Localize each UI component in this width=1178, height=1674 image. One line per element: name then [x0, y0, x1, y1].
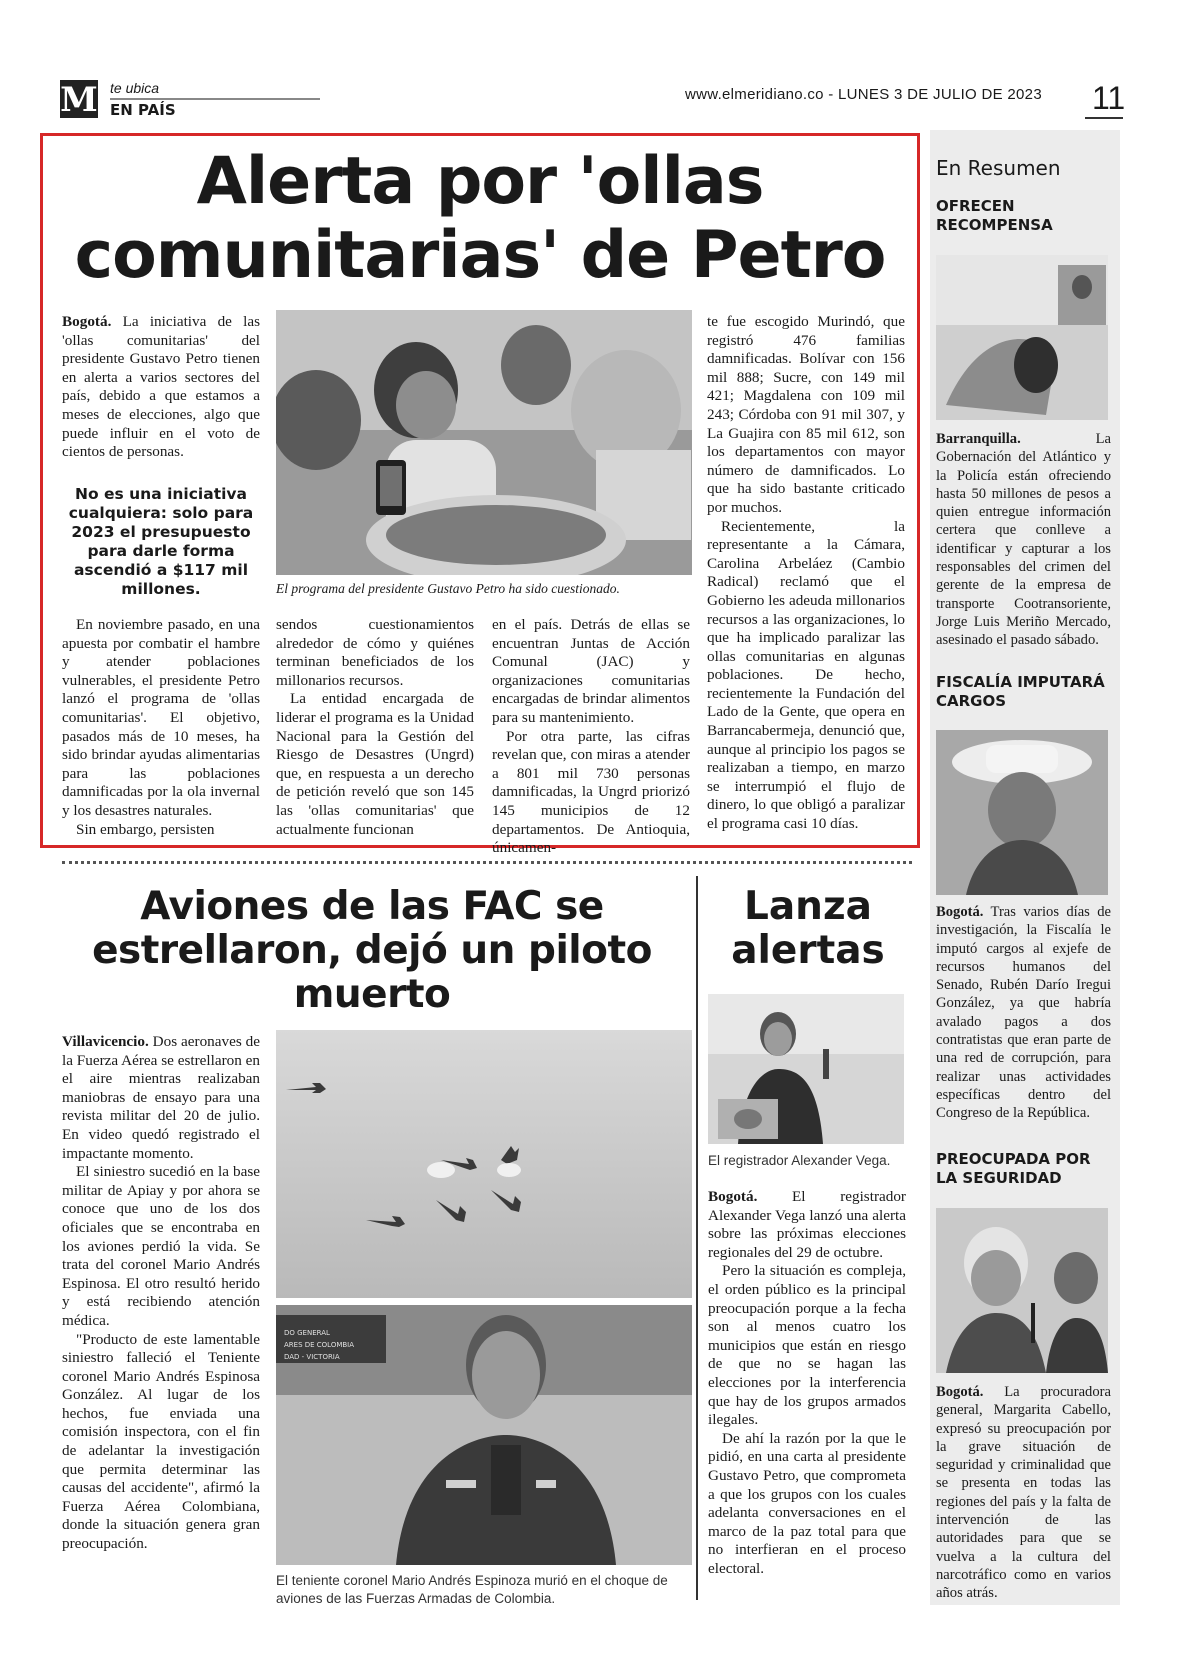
brief-title-fiscalia: FISCALÍA IMPUTARÁ CARGOS	[936, 673, 1105, 710]
column-divider	[696, 876, 698, 1600]
brief-reward-body	[936, 430, 1111, 650]
brief-security-dateline: Bogotá.	[936, 1384, 984, 1400]
story2-photo-caption: El teniente coronel Mario Andrés Espinoza murió en el choque de aviones de las Fuerzas Armadas de Colombia.	[276, 1573, 668, 1606]
main-col2-paragraph: sendos cuestionamientos alrededor de cómo y quiénes terminan beneficiados de los millonarios recursos.	[276, 616, 474, 689]
brief-fiscalia-photo	[936, 730, 1108, 895]
section-divider	[62, 861, 912, 864]
brief-fiscalia-text: Tras varios días de investigación, la Fiscalía le imputó cargos al exjefe de recursos humanos del Senado, Rubén Darío Iregui González, ya que habría avalado pagos a dos contratistas que eran parte de una red de corrupción, para realizar unas actividades específicas dentro del Congreso de la República.	[936, 904, 1112, 1122]
story2-headline: Aviones de las FAC se estrellaron, dejó un piloto muerto	[92, 884, 652, 1017]
story3-dateline: Bogotá.	[708, 1188, 758, 1205]
section-label: EN PAÍS	[110, 101, 176, 119]
story2-paragraph: "Producto de este lamentable siniestro falleció el Teniente coronel Mario Andrés Espinosa González. Al lugar de los hechos, fue enviada una comisión inspectora, con el fin de adelantar la investigación que permita determinar las causas del accidente", afirmó la Fuerza Aérea Colombiana, donde la situación genera gran preocupación.	[62, 1330, 260, 1553]
main-headline: Alerta por 'ollas comunitarias' de Petro	[74, 144, 886, 293]
story3-photo-caption: El registrador Alexander Vega.	[708, 1153, 891, 1168]
story2-paragraph: Dos aeronaves de la Fuerza Aérea se estrellaron en el aire mientras realizaban maniobras de ensayo para una revista militar del 20 de julio. En video quedó registrado el impactante momento.	[62, 1033, 260, 1162]
main-lead	[62, 313, 260, 462]
brief-reward-text: La Gobernación del Atlántico y la Policía están ofreciendo hasta 50 millones de pesos a quien entregue información certera que conlleve a identificar y capturar a los responsables del crimen del gerente de la empresa de transporte Cootransoriente, Jorge Luis Meriño Mercado, asesinado el pasado sábado.	[936, 431, 1111, 649]
story2-paragraph: El siniestro sucedió en la base militar de Apiay y por ahora se conoce que uno de los dos oficiales que se encontraba en los aviones perdió la vida. Se trata del coronel Mario Andrés Espinosa. El otro resultó herido y está recibiendo atención médica.	[62, 1163, 260, 1329]
banner-text: DO GENERAL	[284, 1329, 330, 1337]
main-col3-paragraph: Por otra parte, las cifras revelan que, con miras a atender a 801 mil 730 personas damnificadas, la Ungrd priorizó 145 municipios de 12 departamentos. De Antioquia, únicamen-	[492, 727, 690, 857]
main-col4-paragraph: te fue escogido Murindó, que registró 476 familias damnificadas. Bolívar con 156 mil 888; Sucre, con 149 mil 421; Magdalena con 109 mil 243; Córdoba con 91 mil 307, y La Guajira con 85 mil 612, son los departamentos con mayor número de damnificados. Lo que ha sido bastante criticado por muchos.	[707, 313, 905, 516]
story3-headline: Lanza alertas	[731, 884, 885, 973]
newspaper-logo: M	[60, 80, 98, 120]
sidebar-title: En Resumen	[936, 156, 1061, 180]
pilot-portrait-photo	[276, 1305, 692, 1565]
main-column-1	[62, 616, 260, 839]
page-number-underline	[1085, 117, 1123, 119]
brief-reward-dateline: Barranquilla.	[936, 431, 1021, 447]
brief-fiscalia-body	[936, 903, 1111, 1123]
jets-in-sky-photo	[276, 1030, 692, 1298]
brief-security-photo	[936, 1208, 1108, 1373]
main-col2-paragraph: La entidad encargada de liderar el programa es la Unidad Nacional para la Gestión del Riesgo de Desastres (Ungrd) que, en respuesta a un derecho de petición reveló que son 145 las 'ollas comunitarias' que actualmente funcionan	[276, 690, 474, 838]
main-column-2	[276, 616, 474, 839]
main-col4-paragraph: Recientemente, la representante a la Cámara, Carolina Arbeláez (Cambio Radical) reclamó que el Gobierno les adeuda millonarios recursos a las organizaciones, lo que ha implicado paralizar las ollas comunitarias en algunas poblaciones. De hecho, recientemente la Fundación del Lado de la Gente, que opera en Barrancabermeja, denunció que, aunque al principio los pagos se realizaban a tiempo, en marzo se interrumpió el flujo de dinero, lo que obligó a paralizar el programa casi 10 días.	[707, 517, 905, 833]
page-number: 11	[1092, 80, 1126, 116]
registrar-photo	[708, 994, 904, 1144]
brief-fiscalia-dateline: Bogotá.	[936, 904, 984, 920]
brief-title-security: PREOCUPADA POR LA SEGURIDAD	[936, 1150, 1091, 1187]
main-dateline: Bogotá.	[62, 313, 112, 330]
brief-title-reward: OFRECEN RECOMPENSA	[936, 197, 1053, 234]
main-col3-paragraph: en el país. Detrás de ellas se encuentran Juntas de Acción Comunal (JAC) y organizaciones comunitarias encargadas de brindar alimentos para su mantenimiento.	[492, 616, 690, 726]
pull-quote: No es una iniciativa cualquiera: solo para 2023 el presupuesto para darle forma ascendió a $117 mil millones.	[68, 485, 254, 598]
svg-text:DAD - VICTORIA: DAD - VICTORIA	[284, 1353, 340, 1361]
main-col1-paragraph: Sin embargo, persisten	[76, 820, 215, 838]
brief-security-text: La procuradora general, Margarita Cabello, expresó su preocupación por la grave situación de seguridad y criminalidad que se presenta en todas las regiones del país y la falta de intervención de las autoridades para que se vuelva a la cultura del narcotráfico como en varios años atrás.	[936, 1384, 1111, 1602]
header-tagline: te ubica	[110, 80, 160, 96]
story3-paragraph: De ahí la razón por la que le pidió, en una carta al presidente Gustavo Petro, que comprometa a que los grupos con los cuales adelanta conversaciones en el marco de la paz total para que no interfieran en el proceso electoral.	[708, 1429, 906, 1577]
date-line: www.elmeridiano.co - LUNES 3 DE JULIO DE 2023	[685, 86, 1042, 103]
story3-paragraph: El registrador Alexander Vega lanzó una alerta sobre las próximas elecciones regionales del 29 de octubre.	[708, 1188, 906, 1261]
brief-security-body	[936, 1383, 1111, 1603]
story2-body	[62, 1033, 260, 1554]
petro-community-pot-photo	[276, 310, 692, 575]
header-divider	[110, 98, 320, 100]
svg-text:ARES DE COLOMBIA: ARES DE COLOMBIA	[284, 1341, 355, 1349]
main-lead-text: La iniciativa de las 'ollas comunitarias' del presidente Gustavo Petro tienen en alerta a varios sectores del país, debido a que estamos a meses de elecciones, algo que puede influir en el voto de cientos de personas.	[62, 313, 261, 461]
story3-paragraph: Pero la situación es compleja, el orden público es la principal preocupación porque a la fecha son al menos cuatro los municipios que están en riesgo de que no se hagan las elecciones por la interferencia que hay de los grupos armados ilegales.	[708, 1262, 906, 1429]
story2-dateline: Villavicencio.	[62, 1033, 149, 1050]
main-column-4	[707, 313, 905, 834]
brief-reward-photo	[936, 255, 1108, 420]
main-column-3	[492, 616, 690, 858]
main-photo-caption: El programa del presidente Gustavo Petro ha sido cuestionado.	[276, 581, 620, 596]
story3-body	[708, 1188, 906, 1578]
main-col1-paragraph: En noviembre pasado, en una apuesta por combatir el hambre y atender poblaciones vulnerables, el presidente Petro lanzó el programa de 'ollas comunitarias'. El objetivo, pasados más de 10 meses, ha sido brindar ayudas alimentarias para las poblaciones damnificadas por la ola invernal y los desastres naturales.	[62, 616, 260, 819]
